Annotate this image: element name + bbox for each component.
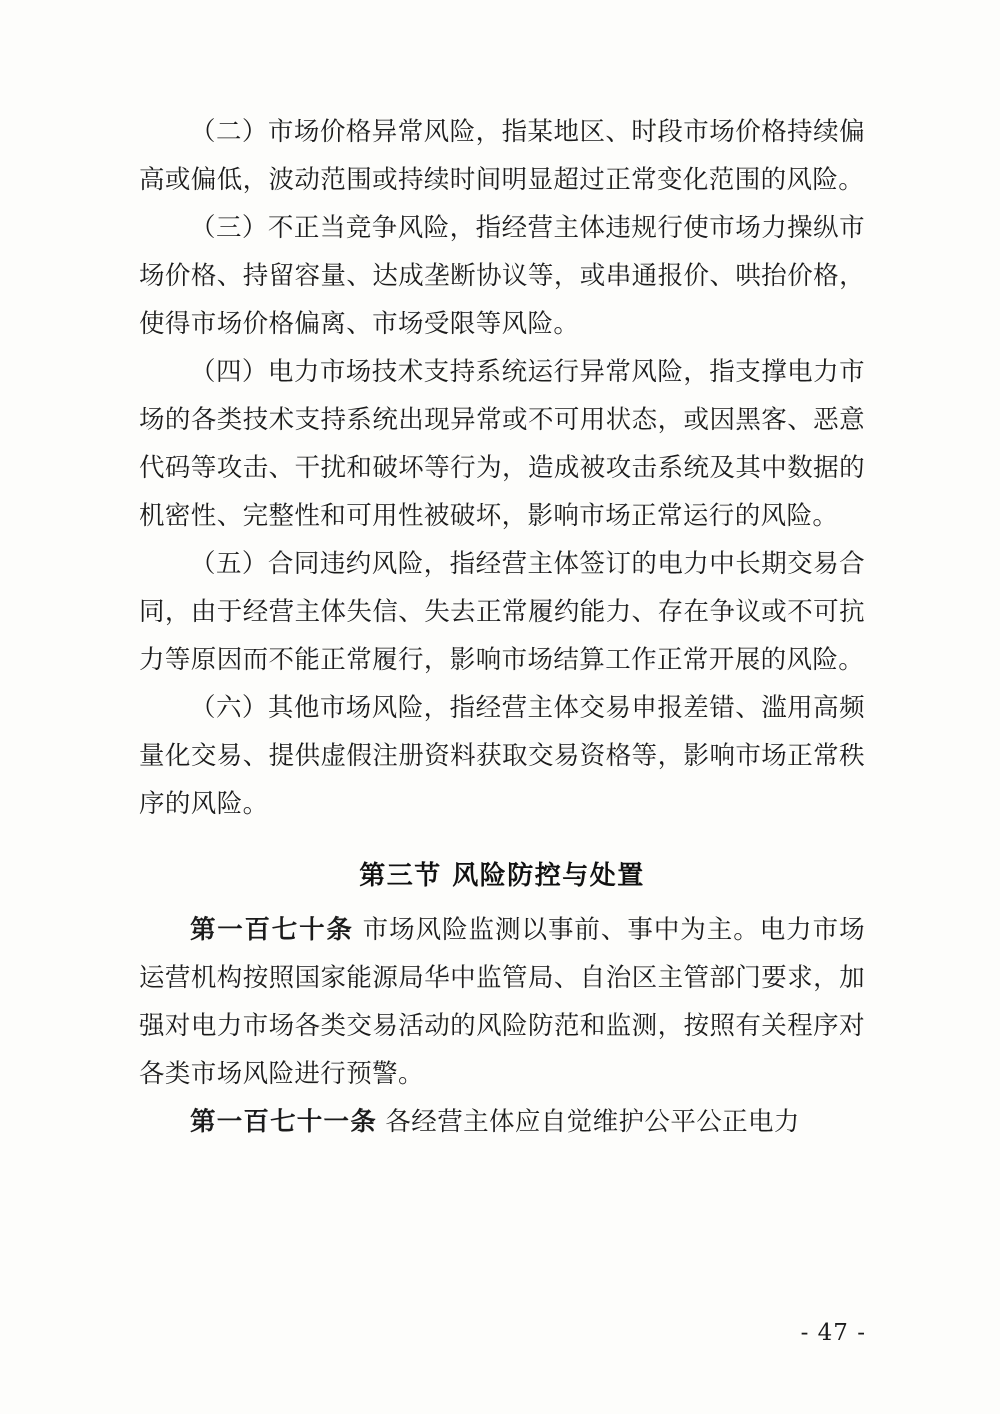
article-170-lead: 第一百七十条 [190,915,354,945]
article-171 [139,1098,865,1146]
article-171-lead: 第一百七十一条 [190,1107,377,1137]
section-heading-risk-prevention: 第三节 风险防控与处置 [359,861,645,891]
clause-6-other-market-risk: （六）其他市场风险，指经营主体交易申报差错、滥用高频量化交易、提供虚假注册资料获取交易资格等，影响市场正常秩序的风险。 [139,693,865,819]
article-170-text: 市场风险监测以事前、事中为主。电力市场运营机构按照国家能源局华中监管局、自治区主管部门要求，加强对电力市场各类交易活动的风险防范和监测，按照有关程序对各类市场风险进行预警。 [139,915,865,1089]
document-body [139,108,865,1146]
article-171-text: 各经营主体应自觉维护公平公正电力 [376,1107,800,1137]
page-number: - 47 - [800,1320,866,1346]
clause-3-unfair-competition-risk: （三）不正当竞争风险，指经营主体违规行使市场力操纵市场价格、持留容量、达成垄断协议等，或串通报价、哄抬价格，使得市场价格偏离、市场受限等风险。 [139,213,865,339]
article-170 [139,906,865,1098]
clause-4-technical-support-system-risk: （四）电力市场技术支持系统运行异常风险，指支撑电力市场的各类技术支持系统出现异常或不可用状态，或因黑客、恶意代码等攻击、干扰和破坏等行为，造成被攻击系统及其中数据的机密性、完整性和可用性被破坏，影响市场正常运行的风险。 [139,357,865,531]
clause-2-market-price-anomaly-risk: （二）市场价格异常风险，指某地区、时段市场价格持续偏高或偏低，波动范围或持续时间明显超过正常变化范围的风险。 [139,117,865,195]
clause-5-contract-default-risk: （五）合同违约风险，指经营主体签订的电力中长期交易合同，由于经营主体失信、失去正常履约能力、存在争议或不可抗力等原因而不能正常履行，影响市场结算工作正常开展的风险。 [139,549,865,675]
